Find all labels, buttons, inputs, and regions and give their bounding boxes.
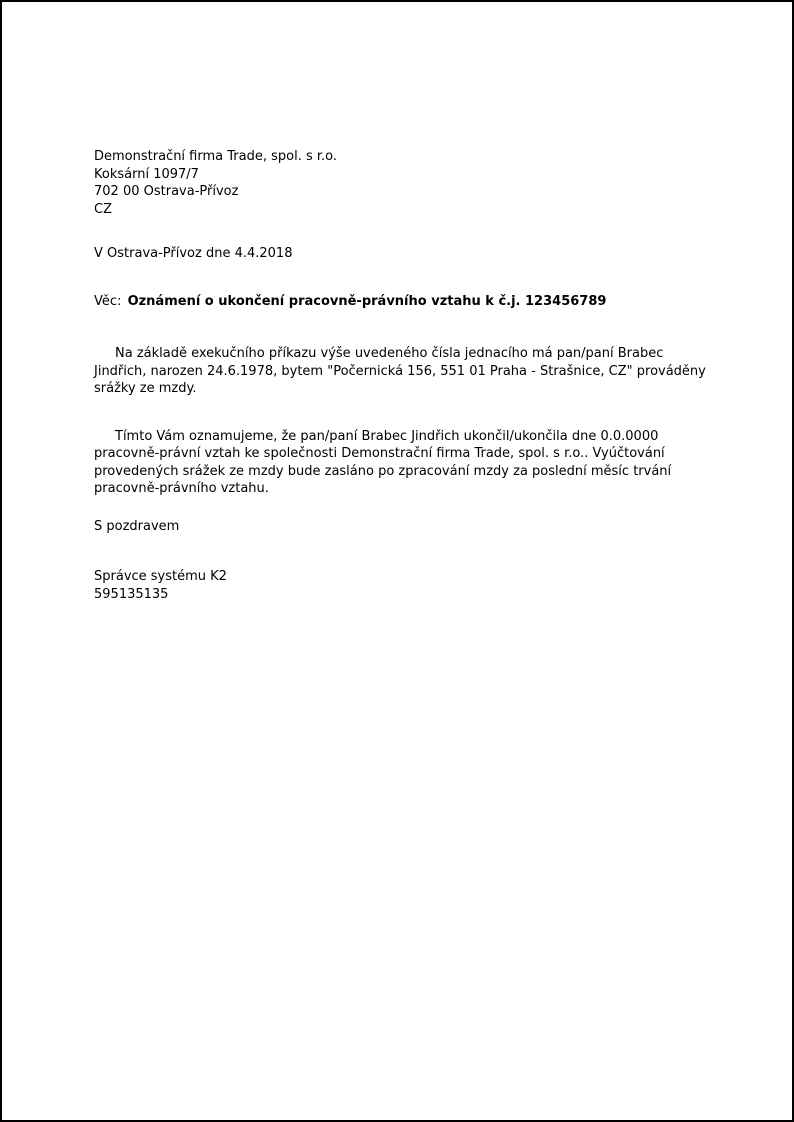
closing: S pozdravem: [94, 518, 180, 534]
signature-block: [94, 568, 706, 603]
signature-phone: 595135135: [94, 586, 169, 602]
sender-country: CZ: [94, 201, 112, 217]
subject-text: Oznámení o ukončení pracovně-právního vztahu k č.j. 123456789: [127, 293, 607, 309]
sender-address-block: [94, 148, 706, 218]
subject-line: [94, 293, 706, 311]
sender-company: Demonstrační firma Trade, spol. s r.o.: [94, 149, 338, 164]
subject-label: Věc:: [94, 293, 122, 309]
dateline: V Ostrava-Přívoz dne 4.4.2018: [94, 246, 293, 261]
letter-content: [2, 2, 792, 603]
paragraph-1: Na základě exekučního příkazu výše uvedeného čísla jednacího má pan/paní Brabec Jindřich, narozen 24.6.1978, bytem "Počernická 156, 551 01 Praha - Strašnice, CZ" prováděny srážky ze mzdy.: [94, 346, 706, 396]
paragraph-2: Tímto Vám oznamujeme, že pan/paní Brabec Jindřich ukončil/ukončila dne 0.0.0000 pracovně-právní vztah ke společnosti Demonstrační firma Trade, spol. s r.o.. Vyúčtování provedených srážek ze mzdy bude zasláno po zpracování mzdy za poslední měsíc trvání pracovně-právního vztahu.: [94, 428, 672, 496]
sender-city: 702 00 Ostrava-Přívoz: [94, 184, 239, 199]
sender-street: Koksární 1097/7: [94, 166, 199, 182]
signature-name: Správce systému K2: [94, 569, 227, 584]
